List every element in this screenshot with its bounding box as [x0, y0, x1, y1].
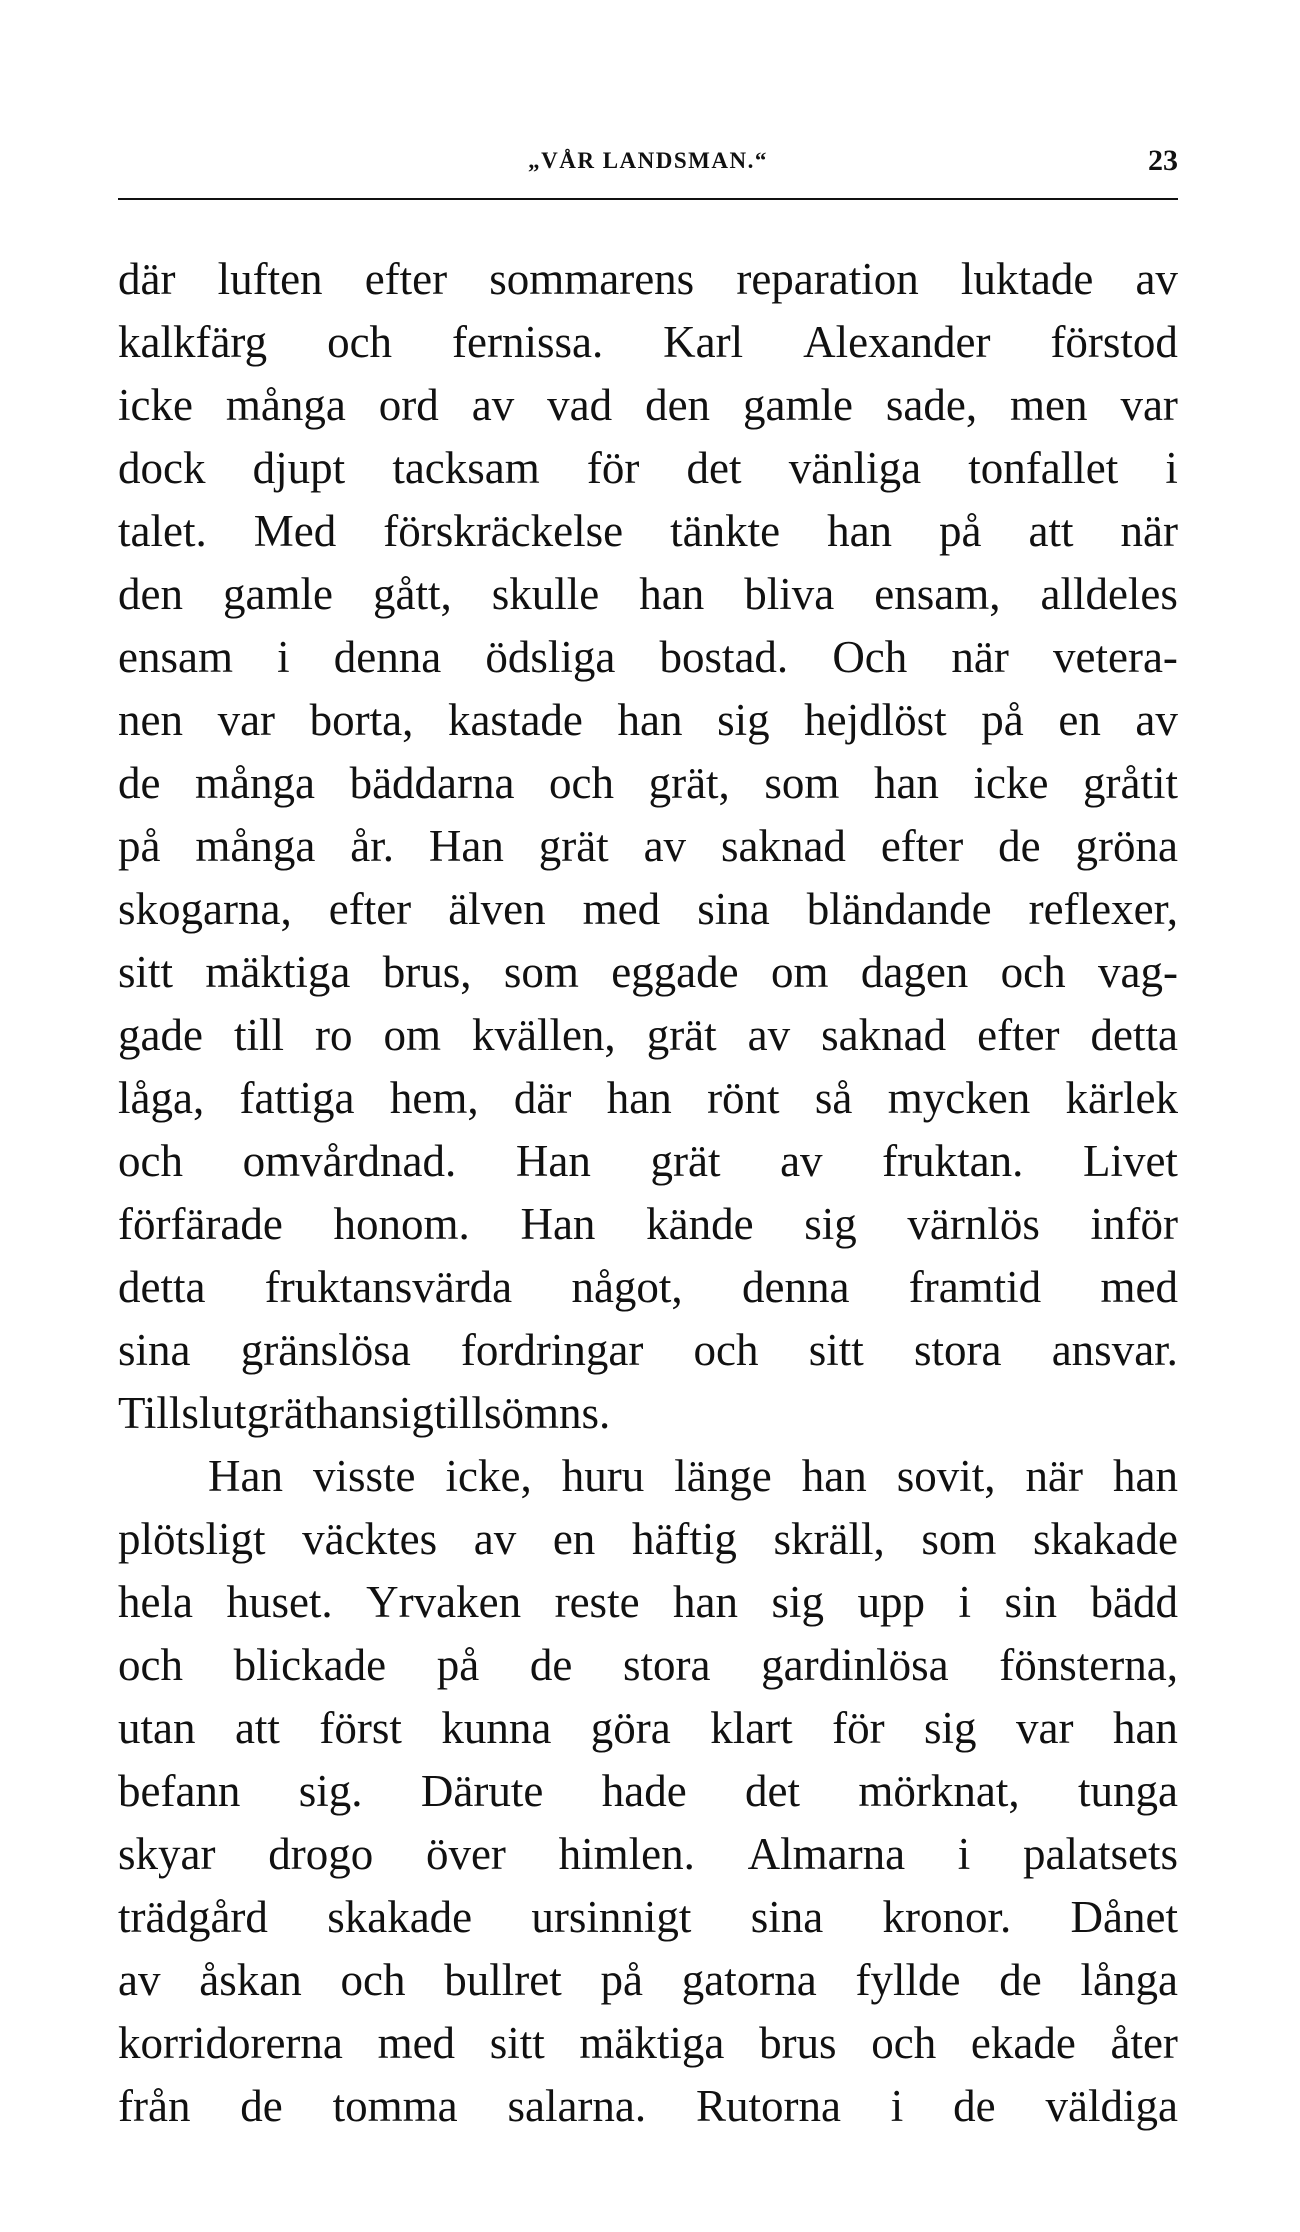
word: på: [118, 821, 161, 871]
word: med: [377, 2018, 456, 2068]
word: efter: [328, 884, 412, 934]
word: av: [780, 1136, 823, 1186]
text-line: [118, 1193, 1178, 1256]
text-line: [118, 1886, 1178, 1949]
word: de: [998, 821, 1041, 871]
word: reste: [554, 1577, 640, 1627]
word: de: [999, 1955, 1042, 2005]
word: i: [277, 632, 290, 682]
word: sovit,: [896, 1451, 996, 1501]
word: Han: [208, 1451, 283, 1501]
word: som: [764, 758, 840, 808]
word: Dånet: [1070, 1892, 1178, 1942]
word: han: [316, 1388, 382, 1438]
word: där: [118, 254, 176, 304]
word: på: [981, 695, 1024, 745]
text-line: [118, 374, 1178, 437]
word: av: [118, 1955, 161, 2005]
word: men: [1010, 380, 1088, 430]
word: denna: [741, 1262, 850, 1312]
text-line: [118, 941, 1178, 1004]
text-line: [118, 878, 1178, 941]
word: fattiga: [239, 1073, 355, 1123]
word: gått,: [372, 569, 452, 619]
word: saknad: [821, 1010, 947, 1060]
word: åter: [1110, 2018, 1178, 2068]
word: sommarens: [489, 254, 695, 304]
running-head: [118, 144, 1178, 188]
word: honom.: [333, 1199, 470, 1249]
word: plötsligt: [118, 1514, 266, 1564]
text-line: [118, 2012, 1178, 2075]
word: och: [118, 1640, 183, 1690]
word: bädd: [1090, 1577, 1178, 1627]
word: omvårdnad.: [242, 1136, 457, 1186]
word: sina: [697, 884, 770, 934]
word: sig: [717, 695, 770, 745]
word: inför: [1090, 1199, 1178, 1249]
word: mörknat,: [858, 1766, 1020, 1816]
word: skakade: [327, 1892, 473, 1942]
word: huset.: [226, 1577, 333, 1627]
word: den: [118, 569, 183, 619]
word: ursinnigt: [531, 1892, 692, 1942]
word: kunna: [441, 1703, 552, 1753]
word: sig.: [298, 1766, 363, 1816]
word: länge: [674, 1451, 772, 1501]
word: tacksam: [392, 443, 540, 493]
word: ro: [314, 1010, 353, 1060]
word: Rutorna: [695, 2081, 841, 2131]
word: reparation: [736, 254, 919, 304]
word: talet.: [118, 506, 207, 556]
text-line: [118, 1256, 1178, 1319]
word: Till: [118, 1388, 182, 1438]
word: för: [586, 443, 640, 493]
word: dagen: [860, 947, 969, 997]
word: i: [1165, 443, 1178, 493]
text-line: [118, 437, 1178, 500]
word: förskräckelse: [383, 506, 624, 556]
text-line: [118, 1130, 1178, 1193]
word: dock: [118, 443, 206, 493]
word: gardinlösa: [761, 1640, 949, 1690]
word: sina: [750, 1892, 824, 1942]
word: djupt: [252, 443, 346, 493]
word: denna: [333, 632, 442, 682]
word: bullret: [444, 1955, 562, 2005]
word: sig: [771, 1577, 825, 1627]
running-title: „VÅR LANDSMAN.“: [528, 148, 768, 173]
word: långa: [1080, 1955, 1178, 2005]
word: av: [471, 380, 515, 430]
word: och: [693, 1325, 759, 1375]
word: gade: [118, 1010, 203, 1060]
word: av: [1135, 254, 1178, 304]
word: där: [513, 1073, 572, 1123]
word: efter: [977, 1010, 1060, 1060]
word: salarna.: [507, 2081, 647, 2131]
word: om: [383, 1010, 441, 1060]
word: många: [195, 821, 316, 871]
word: han: [1112, 1703, 1178, 1753]
word: av: [643, 821, 687, 871]
word: kärlek: [1065, 1073, 1178, 1123]
word: Karl: [663, 317, 744, 367]
word: förfärade: [118, 1199, 283, 1249]
word: klart: [710, 1703, 793, 1753]
word: skräll,: [773, 1514, 885, 1564]
word: och: [1000, 947, 1066, 997]
word: älven: [448, 884, 546, 934]
word: en: [552, 1514, 596, 1564]
word: skogarna,: [118, 884, 292, 934]
page-number: 23: [1148, 144, 1178, 177]
word: hejdlöst: [804, 695, 947, 745]
word: vad: [547, 380, 613, 430]
word: blickade: [233, 1640, 387, 1690]
text-line: [118, 311, 1178, 374]
word: det: [745, 1766, 801, 1816]
word: detta: [118, 1262, 206, 1312]
text-line: [118, 689, 1178, 752]
word: upp: [857, 1577, 925, 1627]
word: låga,: [118, 1073, 205, 1123]
word: visste: [313, 1451, 416, 1501]
word: fönsterna,: [999, 1640, 1178, 1690]
word: gröna: [1075, 821, 1178, 871]
word: mäktiga: [205, 947, 351, 997]
word: vag-: [1098, 947, 1178, 997]
word: i: [958, 1577, 971, 1627]
text-line: [118, 752, 1178, 815]
word: när: [951, 632, 1009, 682]
word: Därute: [420, 1766, 544, 1816]
text-line: [118, 1067, 1178, 1130]
text-line: [118, 563, 1178, 626]
word: gamle: [223, 569, 333, 619]
text-line: [118, 1949, 1178, 2012]
word: sitt: [489, 2018, 545, 2068]
word: rönt: [707, 1073, 780, 1123]
word: Och: [832, 632, 908, 682]
word: han: [801, 1451, 867, 1501]
word: han: [827, 506, 893, 556]
text-line: [118, 1823, 1178, 1886]
word: göra: [590, 1703, 671, 1753]
word: det: [686, 443, 742, 493]
word: på: [436, 1640, 480, 1690]
text-line: [118, 500, 1178, 563]
word: saknad: [720, 821, 846, 871]
word: ansvar.: [1051, 1325, 1178, 1375]
word: kastade: [447, 695, 583, 745]
word: den: [645, 380, 711, 430]
word: Han: [520, 1199, 596, 1249]
word: han: [873, 758, 939, 808]
word: mäktiga: [579, 2018, 725, 2068]
word: väcktes: [302, 1514, 438, 1564]
word: icke: [118, 380, 193, 430]
word: många: [195, 758, 315, 808]
text-line: [118, 815, 1178, 878]
text-line: [118, 248, 1178, 311]
word: en: [1058, 695, 1101, 745]
word: detta: [1090, 1010, 1178, 1060]
word: palatsets: [1023, 1829, 1178, 1879]
word: borta,: [309, 695, 414, 745]
word: Yrvaken: [366, 1577, 522, 1627]
word: de: [118, 758, 161, 808]
word: gränslösa: [240, 1325, 411, 1375]
word: var: [217, 695, 276, 745]
word: Han: [428, 821, 504, 871]
word: av: [1135, 695, 1178, 745]
word: bäddarna: [349, 758, 515, 808]
word: gråtit: [1083, 758, 1178, 808]
word: icke: [973, 758, 1049, 808]
word: gamle: [742, 380, 853, 430]
word: sig: [924, 1703, 977, 1753]
word: på: [600, 1955, 644, 2005]
text-line: [118, 1382, 1178, 1445]
word: och: [549, 758, 615, 808]
word: trädgård: [118, 1892, 268, 1942]
word: hade: [601, 1766, 687, 1816]
word: fordringar: [460, 1325, 644, 1375]
word: vetera-: [1053, 632, 1178, 682]
word: vänliga: [788, 443, 922, 493]
text-line: [118, 1760, 1178, 1823]
word: först: [319, 1703, 402, 1753]
word: efter: [364, 254, 448, 304]
word: himlen.: [558, 1829, 695, 1879]
word: för: [832, 1703, 885, 1753]
word: sig: [804, 1199, 857, 1249]
word: med: [1100, 1262, 1178, 1312]
word: i: [957, 1829, 971, 1879]
word: som: [921, 1514, 997, 1564]
word: skakade: [1033, 1514, 1178, 1564]
word: luften: [217, 254, 323, 304]
word: väldiga: [1045, 2081, 1178, 2131]
word: så: [814, 1073, 853, 1123]
word: grät: [538, 821, 609, 871]
word: om: [770, 947, 829, 997]
word: han: [617, 695, 683, 745]
word: drogo: [268, 1829, 374, 1879]
word: slut: [181, 1388, 247, 1438]
word: fruktansvärda: [264, 1262, 513, 1312]
word: kvällen,: [471, 1010, 616, 1060]
word: av: [747, 1010, 791, 1060]
text-line: [118, 1634, 1178, 1697]
word: bländande: [806, 884, 992, 934]
word: ekade: [970, 2018, 1076, 2068]
word: mycken: [887, 1073, 1031, 1123]
text-line: [118, 1571, 1178, 1634]
word: ensam: [118, 632, 233, 682]
word: alldeles: [1040, 569, 1178, 619]
word: stora: [623, 1640, 711, 1690]
word: och: [118, 1136, 183, 1186]
word: var: [1120, 380, 1178, 430]
word: Han: [515, 1136, 591, 1186]
word: tunga: [1077, 1766, 1178, 1816]
header-rule: [118, 198, 1178, 200]
word: tänkte: [670, 506, 781, 556]
word: sitt: [808, 1325, 864, 1375]
word: han: [606, 1073, 672, 1123]
word: kalkfärg: [118, 317, 268, 367]
word: förstod: [1050, 317, 1178, 367]
word: åskan: [199, 1955, 302, 2005]
word: nen: [118, 695, 183, 745]
word: de: [953, 2081, 996, 2131]
word: på: [939, 506, 982, 556]
word: sitt: [118, 947, 174, 997]
word: värnlös: [907, 1199, 1040, 1249]
word: brus: [759, 2018, 837, 2068]
text-line: [118, 1445, 1178, 1508]
word: grät: [646, 1010, 717, 1060]
word: till: [233, 1010, 284, 1060]
word: skyar: [118, 1829, 216, 1879]
word: ödsliga: [485, 632, 616, 682]
word: skulle: [491, 569, 600, 619]
word: han: [639, 569, 705, 619]
text-line: [118, 1508, 1178, 1571]
word: reflexer,: [1028, 884, 1178, 934]
word: huru: [561, 1451, 645, 1501]
word: befann: [118, 1766, 241, 1816]
text-line: [118, 1004, 1178, 1067]
word: de: [529, 1640, 573, 1690]
word: att: [1028, 506, 1074, 556]
word: efter: [880, 821, 964, 871]
word: eggade: [611, 947, 739, 997]
word: grät: [246, 1388, 317, 1438]
word: från: [118, 2081, 191, 2131]
word: tonfallet: [968, 443, 1119, 493]
word: fernissa.: [452, 317, 604, 367]
word: många: [225, 380, 346, 430]
word: och: [340, 1955, 406, 2005]
word: han: [673, 1577, 739, 1627]
word: bliva: [744, 569, 835, 619]
word: sin: [1004, 1577, 1057, 1627]
word: i: [890, 2081, 904, 2131]
word: fyllde: [855, 1955, 961, 2005]
word: utan: [118, 1703, 196, 1753]
word: de: [240, 2081, 283, 2131]
word: bostad.: [659, 632, 789, 682]
word: ensam,: [874, 569, 1001, 619]
word: fruktan.: [882, 1136, 1024, 1186]
word: grät: [650, 1136, 721, 1186]
word: stora: [914, 1325, 1002, 1375]
text-line: [118, 2075, 1178, 2138]
word: var: [1016, 1703, 1074, 1753]
text-line: [118, 1697, 1178, 1760]
word: något,: [571, 1262, 683, 1312]
word: korridorerna: [118, 2018, 343, 2068]
word: ord: [378, 380, 439, 430]
word: sade,: [885, 380, 978, 430]
word: han: [1113, 1451, 1178, 1501]
word: till: [433, 1388, 484, 1438]
word: hela: [118, 1577, 193, 1627]
word: över: [425, 1829, 506, 1879]
word: som: [503, 947, 579, 997]
word: häftig: [631, 1514, 737, 1564]
body-text: [118, 248, 1178, 2138]
word: sina: [118, 1325, 191, 1375]
word: kronor.: [882, 1892, 1012, 1942]
word: gatorna: [681, 1955, 817, 2005]
word: icke,: [445, 1451, 532, 1501]
word: när: [1120, 506, 1178, 556]
text-line: [118, 626, 1178, 689]
word: luktade: [960, 254, 1094, 304]
word: hem,: [389, 1073, 479, 1123]
word: och: [871, 2018, 937, 2068]
word: framtid: [908, 1262, 1042, 1312]
word: grät,: [648, 758, 730, 808]
word: av: [473, 1514, 517, 1564]
word: och: [327, 317, 393, 367]
word: sömns.: [483, 1388, 611, 1438]
word: när: [1025, 1451, 1083, 1501]
word: kände: [646, 1199, 754, 1249]
word: Almarna: [747, 1829, 906, 1879]
word: Livet: [1082, 1136, 1178, 1186]
word: brus,: [382, 947, 472, 997]
word: Med: [253, 506, 337, 556]
word: med: [582, 884, 661, 934]
text-line: [118, 1319, 1178, 1382]
word: sig: [381, 1388, 434, 1438]
word: att: [234, 1703, 280, 1753]
word: tomma: [332, 2081, 458, 2131]
word: år.: [350, 821, 394, 871]
word: Alexander: [803, 317, 991, 367]
